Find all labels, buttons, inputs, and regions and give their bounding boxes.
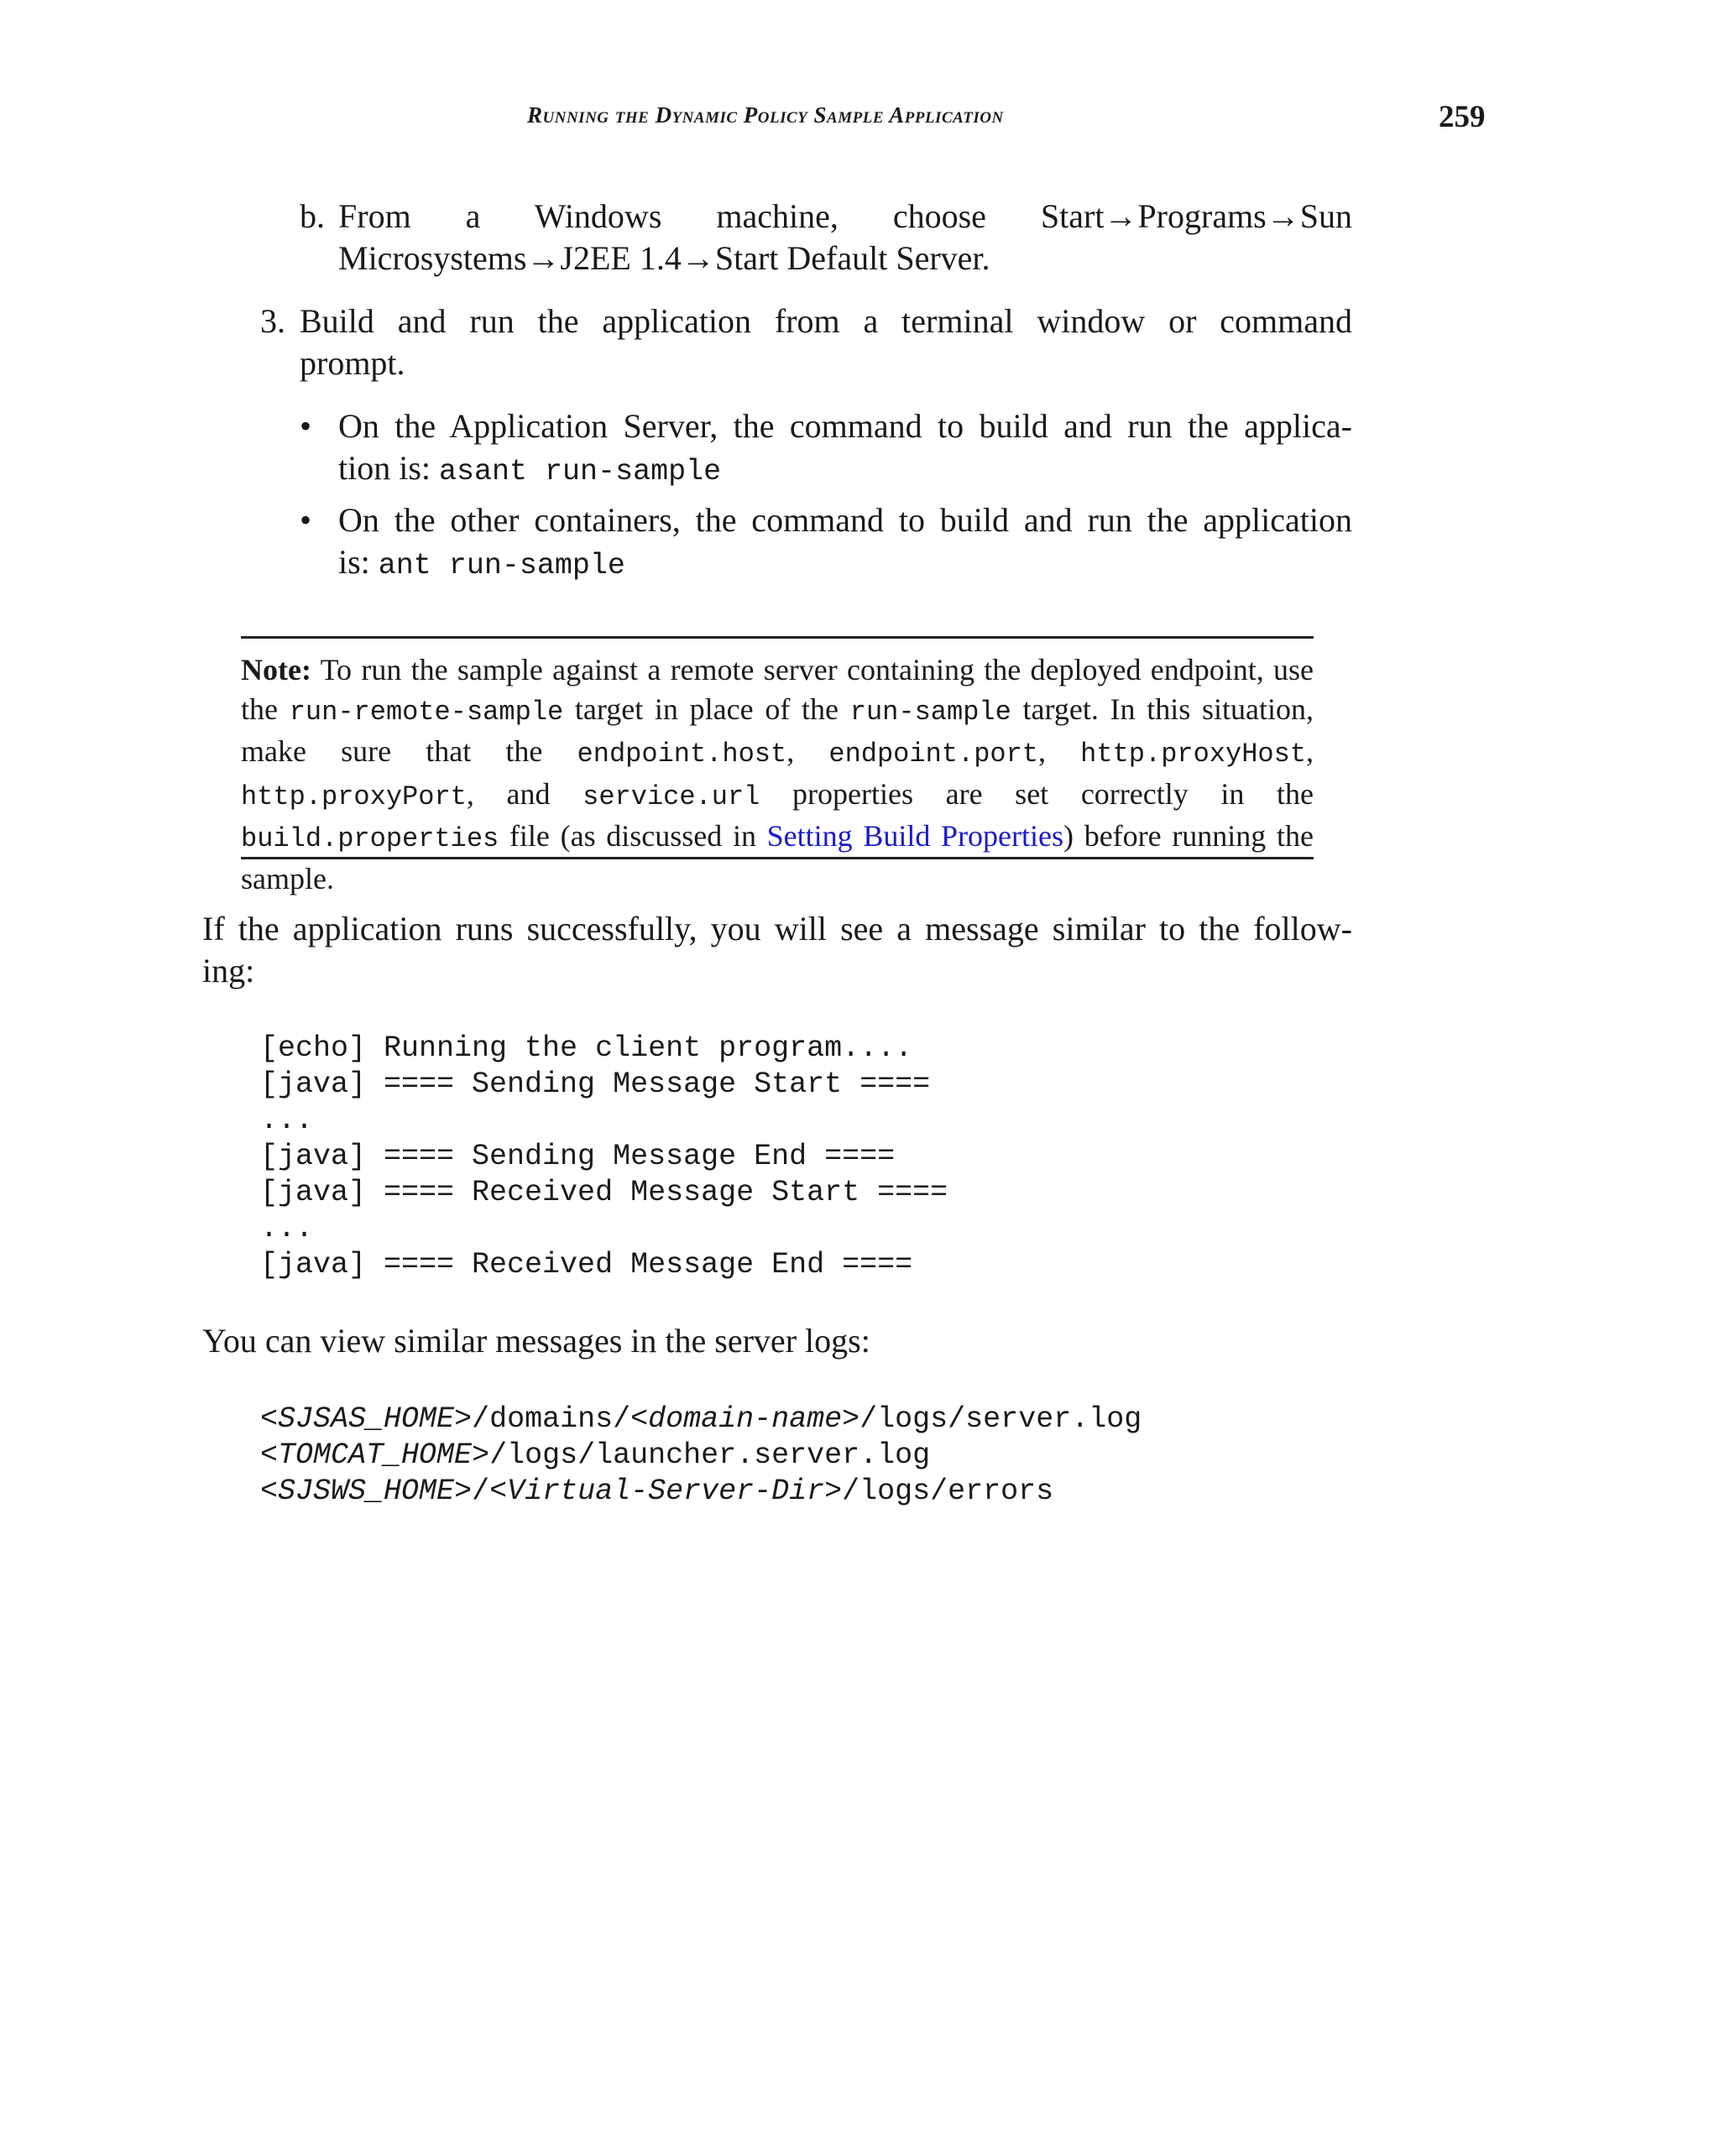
note-segment: , [1038,734,1081,768]
code-line: <TOMCAT_HOME>/logs/launcher.server.log [260,1438,931,1472]
note-code: build.properties [241,823,499,854]
note-segment: properties are set correctly in the [760,776,1314,811]
placeholder-var: SJSAS_HOME [278,1402,455,1436]
bullet-code: asant run-sample [439,455,722,488]
paragraph-line1: If the application runs successfully, you will see a message similar to the follow- [202,910,1352,947]
code-line: <SJSWS_HOME>/<Virtual-Server-Dir>/logs/errors [260,1475,1054,1508]
note-segment: file (as discussed in [499,819,767,853]
bullet-item [0,499,1352,583]
code-line: ... [260,1104,314,1137]
paragraph [202,908,1352,992]
running-head: Running the Dynamic Policy Sample Application [527,102,1004,128]
note-segment: target in place of the [563,692,850,726]
bullet-line2 [338,541,1352,587]
note-code: run-remote-sample [289,696,564,728]
bullet-line1: On the other containers, the command to build and run the application [338,501,1352,539]
paragraph: You can view similar messages in the server logs: [202,1322,870,1360]
code-line: <SJSAS_HOME>/domains/<domain-name>/logs/server.log [260,1402,1142,1436]
bullet-code: ant run-sample [378,549,625,582]
bullet-line2 [338,447,1352,493]
code-line: [echo] Running the client program.... [260,1031,913,1065]
bullet-item [0,405,1352,489]
note-segment: , [786,734,829,768]
code-line: ... [260,1212,314,1245]
note-code: service.url [583,780,760,812]
note-label: Note: [241,653,311,686]
note-segment: target. In this situation, make sure that the [241,692,1314,768]
placeholder-var: TOMCAT_HOME [278,1438,473,1472]
note-segment: , and [466,776,583,811]
note-text [241,650,1314,898]
output-code-block [260,1031,1351,1283]
placeholder-var: domain-name [648,1402,843,1436]
code-line: [java] ==== Received Message End ==== [260,1248,913,1282]
note-box [241,636,1314,895]
code-line: [java] ==== Sending Message Start ==== [260,1068,931,1101]
step-3-label: 3. [260,302,285,340]
note-segment: , [1306,734,1314,768]
page-number: 259 [1439,100,1486,134]
paragraph-line2: ing: [202,952,255,989]
note-code: run-sample [849,696,1011,728]
log-paths-code-block [260,1402,1435,1510]
note-code: http.proxyHost [1080,739,1307,770]
note-segment: ) before running the sample. [241,819,1314,895]
bullet-icon: • [300,501,312,539]
bullet-text: is: [338,543,379,581]
placeholder-var: Virtual-Server-Dir [507,1475,825,1508]
note-code: endpoint.port [828,739,1038,770]
bullet-text: tion is: [338,449,440,487]
bullet-icon: • [300,407,312,445]
note-segment: To run the sample against a remote server containing the deployed endpoint, use the [241,653,1314,726]
bullet-line1: On the Application Server, the command to build and run the applica- [338,407,1352,445]
placeholder-var: SJSWS_HOME [278,1475,455,1508]
step-b-label: b. [300,197,325,235]
note-code: endpoint.host [577,739,787,770]
code-line: [java] ==== Sending Message End ==== [260,1140,896,1173]
step-3-line1: Build and run the application from a terminal window or command [300,302,1352,340]
code-line: [java] ==== Received Message Start ==== [260,1176,948,1209]
step-b-line1: From a Windows machine, choose Start→Programs→Sun [338,197,1352,235]
step-b-line2: Microsystems→J2EE 1.4→Start Default Server. [338,239,990,277]
step-3-line2: prompt. [300,344,405,382]
page-header [0,99,1719,141]
note-code: http.proxyPort [241,780,467,812]
setting-build-properties-link[interactable]: Setting Build Properties [766,819,1064,853]
